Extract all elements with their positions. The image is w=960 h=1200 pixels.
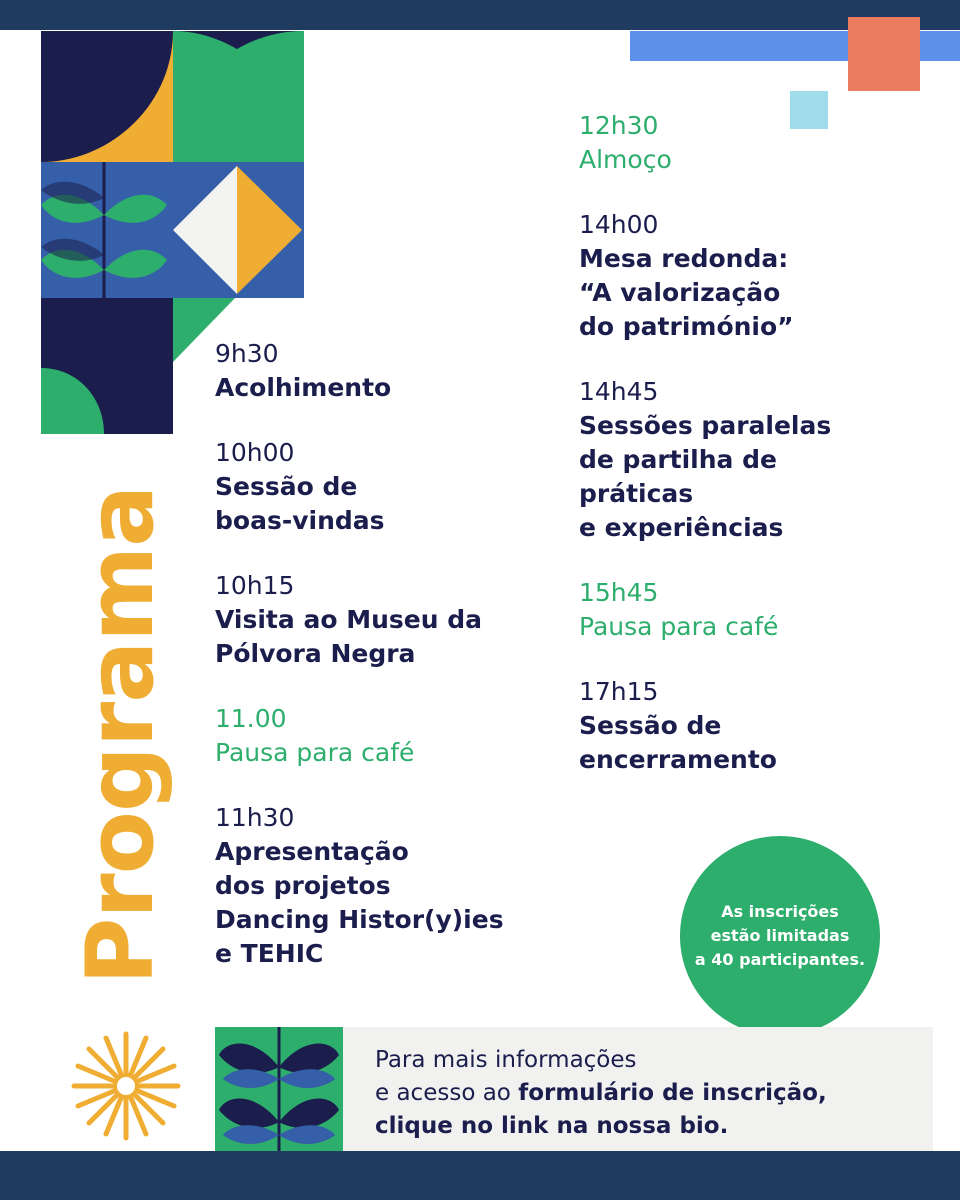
schedule-time: 11.00: [215, 704, 287, 733]
schedule-item: [579, 208, 879, 344]
schedule-label: e TEHIC: [215, 939, 324, 968]
schedule-time: 15h45: [579, 578, 659, 607]
schedule-item: [215, 436, 555, 538]
schedule-label: do património”: [579, 312, 794, 341]
plant-leaf-icon: [215, 1027, 343, 1151]
schedule-left: [215, 337, 555, 1002]
badge-text-line: estão limitadas: [710, 926, 850, 945]
schedule-label: práticas: [579, 479, 694, 508]
badge-text-line: As inscrições: [721, 902, 839, 921]
schedule-label: Sessões paralelas: [579, 411, 832, 440]
schedule-time: 17h15: [579, 677, 659, 706]
registration-limit-badge: [680, 836, 880, 1036]
info-text-prefix: e acesso ao: [375, 1080, 519, 1106]
schedule-label: Pólvora Negra: [215, 639, 416, 668]
page-title: Programa: [67, 485, 174, 985]
badge-text-line: a 40 participantes.: [694, 950, 866, 969]
schedule-label: boas-vindas: [215, 506, 385, 535]
schedule-label: e experiências: [579, 513, 784, 542]
decorative-orange-square: [848, 17, 920, 91]
schedule-item: [215, 569, 555, 671]
schedule-time: 11h30: [215, 803, 295, 832]
schedule-label: Almoço: [579, 145, 672, 174]
schedule-label: Sessão de: [579, 711, 722, 740]
schedule-time: 10h00: [215, 438, 295, 467]
schedule-label: dos projetos: [215, 871, 391, 900]
schedule-label: Dancing Histor(y)ies: [215, 905, 504, 934]
schedule-label: Pausa para café: [579, 612, 779, 641]
schedule-right: [579, 109, 879, 808]
schedule-label: Sessão de: [215, 472, 358, 501]
schedule-label: Pausa para café: [215, 738, 415, 767]
schedule-item-break: [579, 576, 879, 644]
schedule-label: encerramento: [579, 745, 777, 774]
schedule-label: “A valorização: [579, 278, 781, 307]
info-line: Para mais informações: [375, 1047, 637, 1073]
schedule-label: de partilha de: [579, 445, 777, 474]
schedule-item: [215, 337, 555, 405]
info-line: [375, 1077, 915, 1110]
schedule-label: Visita ao Museu da: [215, 605, 482, 634]
schedule-label: Acolhimento: [215, 373, 392, 402]
schedule-time: 14h00: [579, 210, 659, 239]
schedule-item: [215, 801, 555, 971]
bio-link-text: clique no link na nossa bio.: [375, 1113, 729, 1139]
schedule-item-break: [215, 702, 555, 770]
info-line-bold: [375, 1110, 915, 1143]
schedule-time: 9h30: [215, 339, 279, 368]
schedule-time: 14h45: [579, 377, 659, 406]
bottom-bar: [0, 1151, 960, 1200]
schedule-item-break: [579, 109, 879, 177]
schedule-time: 10h15: [215, 571, 295, 600]
schedule-label: Mesa redonda:: [579, 244, 789, 273]
schedule-time: 12h30: [579, 111, 659, 140]
info-text: [375, 1044, 915, 1143]
schedule-label: Apresentação: [215, 837, 409, 866]
schedule-item: [579, 675, 879, 777]
registration-form-text: formulário de inscrição,: [518, 1080, 827, 1106]
schedule-item: [579, 375, 879, 545]
sun-icon: [70, 1030, 182, 1142]
